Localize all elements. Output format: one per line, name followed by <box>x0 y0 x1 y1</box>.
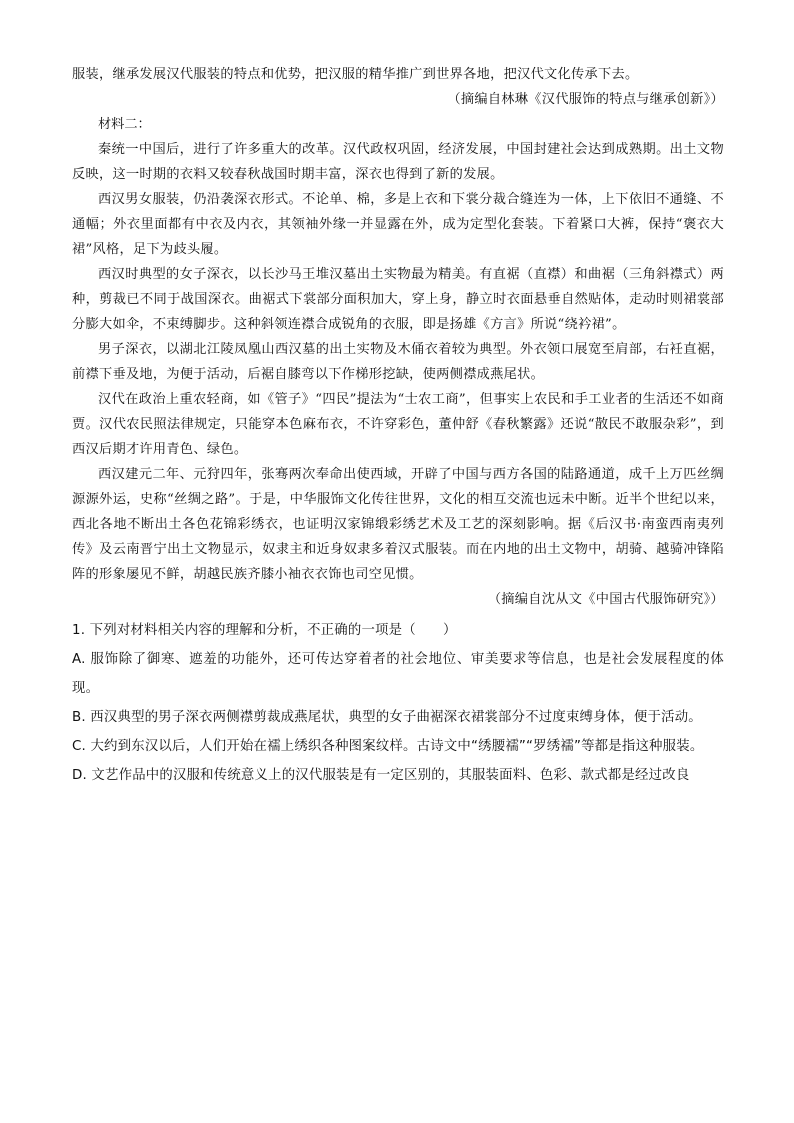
question-stem: 1. 下列对材料相关内容的理解和分析，不正确的一项是（ ） <box>72 623 457 638</box>
material1-source: （摘编自林琳《汉代服饰的特点与继承创新》） <box>447 92 724 107</box>
material2-paragraph: 男子深衣，以湖北江陵凤凰山西汉墓的出土实物及木俑衣着较为典型。外衣领口展宽至肩部，右衽直裾，前襟下垂及地，为便于活动，后裾自膝弯以下作梯形挖缺，使两侧襟成燕尾状。 <box>72 342 724 382</box>
option-d: D. 文艺作品中的汉服和传统意义上的汉代服装是有一定区别的，其服装面料、色彩、款式都是经过改良 <box>72 768 690 783</box>
material2-paragraph: 西汉男女服装，仍沿袭深衣形式。不论单、棉，多是上衣和下裳分裁合缝连为一体，上下依旧不通缝、不通幅；外衣里面都有中衣及内衣，其领袖外缘一并显露在外，成为定型化套装。下着紧口大裤，保持“褒衣大裙”风格，足下为歧头履。 <box>72 192 724 257</box>
question-1 <box>72 616 724 790</box>
material2-source: （摘编自沈从文《中国古代服饰研究》） <box>487 592 724 607</box>
material2-label: 材料二： <box>98 117 151 132</box>
option-c: C. 大约到东汉以后，人们开始在襦上绣织各种图案纹样。古诗文中“绣腰襦”“罗绣襦”等都是指这种服装。 <box>72 739 704 754</box>
option-a: A. 服饰除了御寒、遮羞的功能外，还可传达穿着者的社会地位、审美要求等信息，也是社会发展程度的体现。 <box>72 652 724 696</box>
material1-continuation: 服装，继承发展汉代服装的特点和优势，把汉服的精华推广到世界各地，把汉代文化传承下去。 <box>72 67 639 82</box>
material2-paragraph: 秦统一中国后，进行了许多重大的改革。汉代政权巩固，经济发展，中国封建社会达到成熟期。出土文物反映，这一时期的衣料又较春秋战国时期丰富，深衣也得到了新的发展。 <box>72 142 724 182</box>
material2-paragraph: 西汉时典型的女子深衣，以长沙马王堆汉墓出土实物最为精美。有直裾（直襟）和曲裾（三角斜襟式）两种，剪裁已不同于战国深衣。曲裾式下裳部分面积加大，穿上身，静立时衣面悬垂自然贴体，走动时则裙裳部分膨大如伞，不束缚脚步。这种斜领连襟合成锐角的衣服，即是扬雄《方言》所说“绕衿裙”。 <box>72 267 724 332</box>
material2-paragraph: 汉代在政治上重农轻商，如《管子》“四民”提法为“士农工商”，但事实上农民和手工业者的生活还不如商贾。汉代农民照法律规定，只能穿本色麻布衣，不许穿彩色，董仲舒《春秋繁露》还说“散民不敢服杂彩”，到西汉后期才许用青色、绿色。 <box>72 392 724 457</box>
option-b: B. 西汉典型的男子深衣两侧襟剪裁成燕尾状，典型的女子曲裾深衣裙裳部分不过度束缚身体，便于活动。 <box>72 710 702 725</box>
material2-paragraph: 西汉建元二年、元狩四年，张骞两次奉命出使西域，开辟了中国与西方各国的陆路通道，成千上万匹丝绸源源外运，史称“丝绸之路”。于是，中华服饰文化传往世界，文化的相互交流也远未中断。近半个世纪以来，西北各地不断出土各色花锦彩绣衣，也证明汉家锦缎彩绣艺术及工艺的深刻影响。据《后汉书·南蛮西南夷列传》及云南晋宁出土文物显示，奴隶主和近身奴隶多着汉式服装。而在内地的出土文物中，胡骑、越骑冲锋陷阵的形象屡见不鲜，胡越民族齐膝小袖衣衣饰也司空见惯。 <box>72 467 724 582</box>
document-page <box>72 62 724 790</box>
